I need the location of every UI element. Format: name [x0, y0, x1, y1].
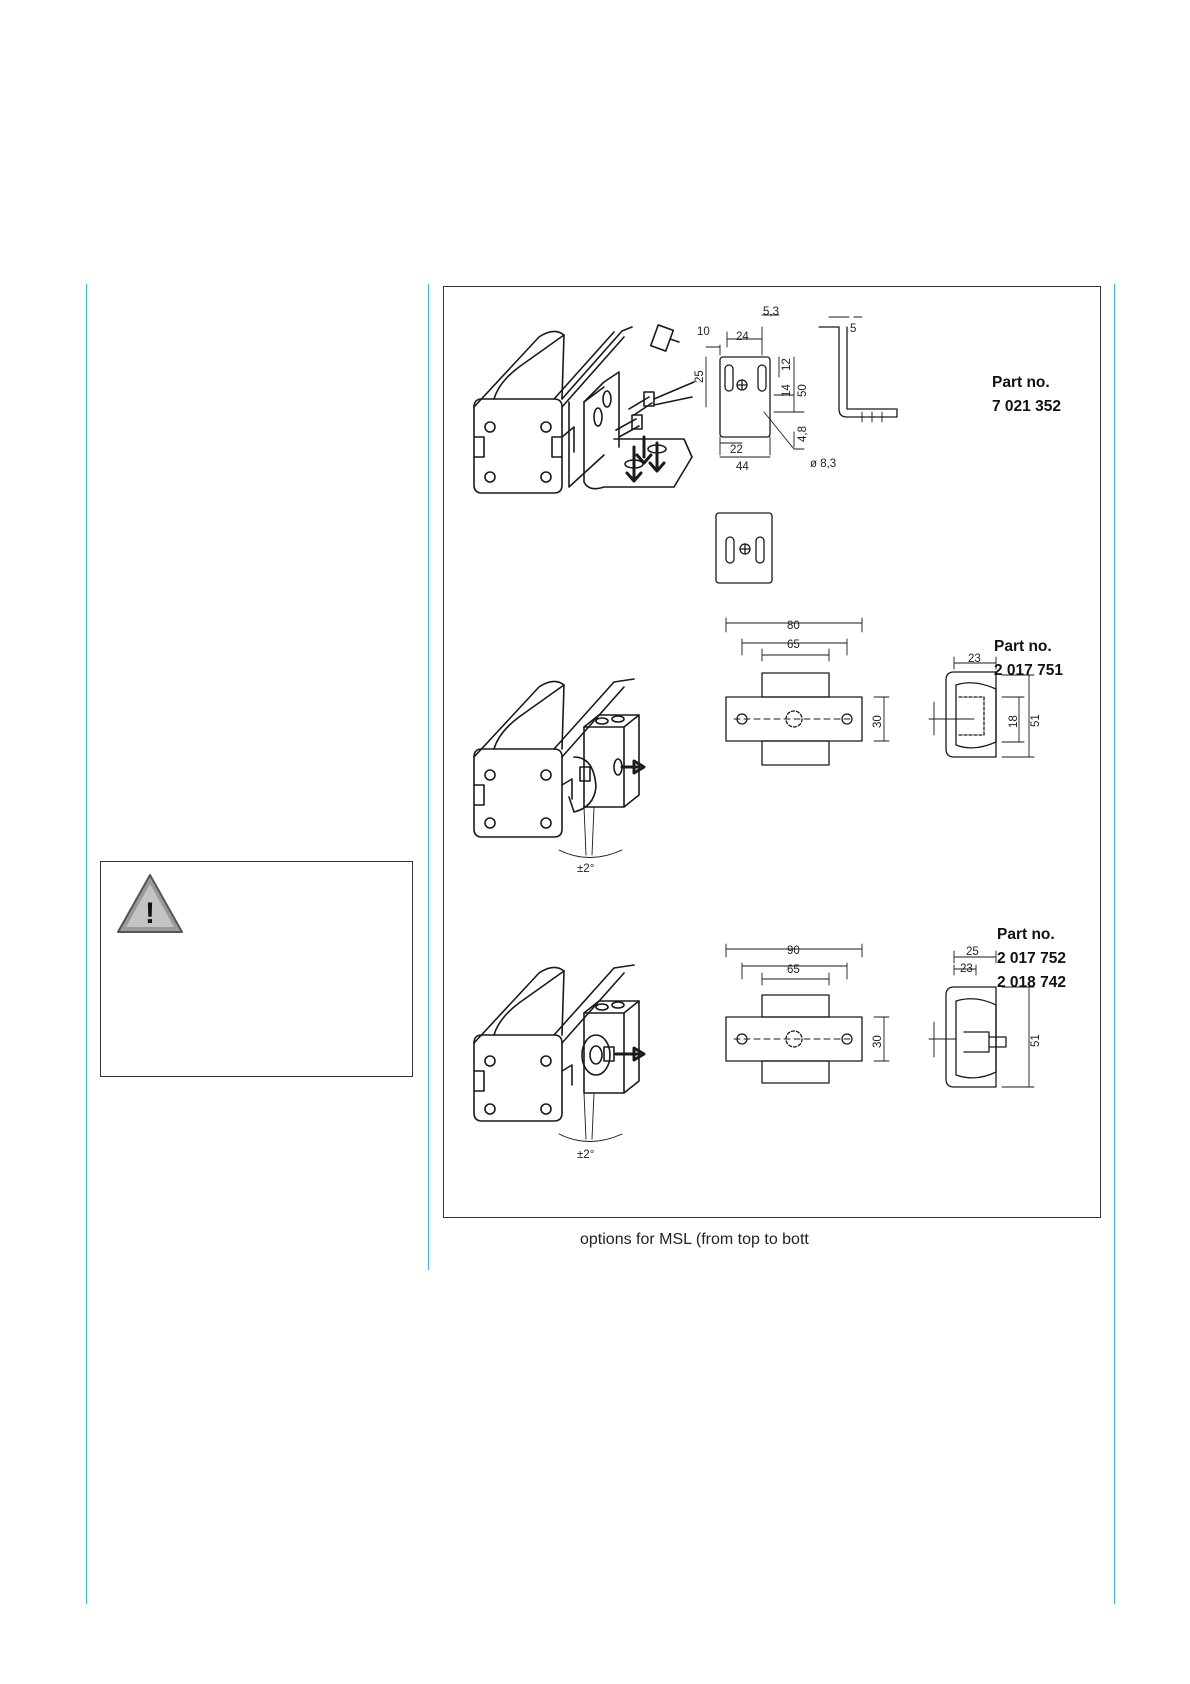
part-number: 2 017 751	[994, 662, 1063, 679]
part-no-label: Part no.	[997, 926, 1055, 943]
part-no-block-3	[997, 923, 1066, 995]
bracket-dimension-labels	[694, 306, 856, 473]
part-number: 7 021 352	[992, 398, 1061, 415]
angle-label-2: ±2°	[577, 863, 595, 875]
svg-text:65: 65	[787, 964, 800, 976]
part-no-block-2	[994, 635, 1063, 683]
svg-text:4,8: 4,8	[797, 426, 809, 442]
svg-text:30: 30	[872, 1035, 884, 1048]
part-no-label: Part no.	[992, 374, 1050, 391]
warning-triangle-icon	[115, 872, 185, 938]
svg-text:51: 51	[1030, 1034, 1042, 1047]
mounting-drawings	[444, 287, 1100, 1217]
svg-text:51: 51	[1030, 714, 1042, 727]
svg-text:12: 12	[781, 358, 793, 371]
svg-text:5,3: 5,3	[763, 306, 779, 318]
svg-text:50: 50	[797, 384, 809, 397]
svg-text:10: 10	[697, 326, 710, 338]
svg-text:30: 30	[872, 715, 884, 728]
angle-label-3: ±2°	[577, 1149, 595, 1161]
svg-text:65: 65	[787, 639, 800, 651]
svg-text:5: 5	[850, 323, 857, 335]
svg-text:25: 25	[694, 370, 706, 383]
rail-iso-view-3	[474, 965, 644, 1142]
svg-text:90: 90	[787, 945, 800, 957]
svg-text:18: 18	[1008, 715, 1020, 728]
figure-caption: options for MSL (from top to bott	[580, 1231, 809, 1248]
left-margin-rule	[86, 284, 87, 1604]
part-number: 2 017 752	[997, 950, 1066, 967]
svg-text:23: 23	[960, 963, 973, 975]
part-no-label: Part no.	[994, 638, 1052, 655]
column-divider-rule	[428, 284, 429, 1270]
svg-text:22: 22	[730, 444, 743, 456]
carrier-top-view-2	[726, 618, 889, 765]
rail-iso-view-2	[474, 679, 644, 858]
svg-text:25: 25	[966, 946, 979, 958]
svg-text:14: 14	[781, 384, 793, 397]
carrier-top-view-3	[726, 944, 889, 1083]
rail-iso-view-1	[474, 325, 694, 493]
figure-frame	[443, 286, 1101, 1218]
warning-box	[100, 861, 413, 1077]
svg-text:80: 80	[787, 620, 800, 632]
svg-text:44: 44	[736, 461, 749, 473]
right-margin-rule	[1114, 284, 1115, 1604]
svg-text:24: 24	[736, 331, 749, 343]
bracket-rear-view	[716, 513, 772, 583]
warning-symbol: !	[145, 897, 155, 930]
svg-text:ø 8,3: ø 8,3	[810, 458, 837, 470]
part-number: 2 018 742	[997, 974, 1066, 991]
part-no-block-1	[992, 371, 1061, 419]
svg-text:23: 23	[968, 653, 981, 665]
